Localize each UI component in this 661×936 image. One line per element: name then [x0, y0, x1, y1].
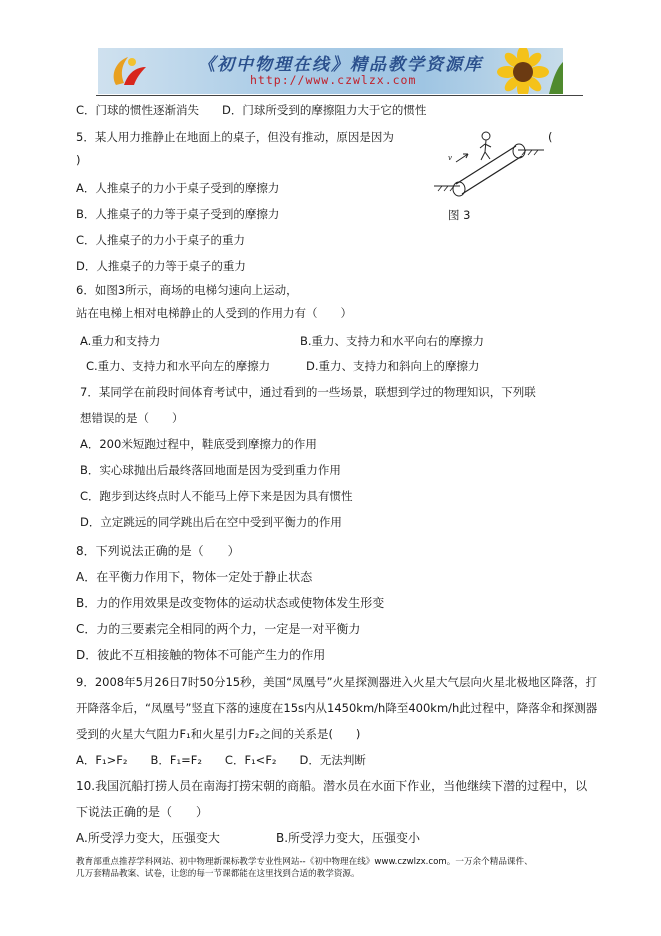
q8-option-d: D．彼此不互相接触的物体不可能产生力的作用 [76, 648, 326, 662]
q10-stem-line2: 下说法正确的是（ ） [76, 805, 209, 819]
q10-option-a: A.所受浮力变大，压强变大 [76, 831, 220, 845]
q10-option-b: B.所受浮力变大，压强变小 [276, 831, 421, 845]
footer-line-2: 几万套精品教案、试卷，让您的每一节课都能在这里找到合适的教学资源。 [76, 869, 360, 879]
header-rule [96, 95, 583, 96]
header-banner [98, 48, 563, 94]
q6-option-d: D.重力、支持力和斜向上的摩擦力 [306, 359, 480, 373]
page-footer [76, 856, 596, 880]
q5-stem: 5．某人用力推静止在地面上的桌子，但没有推动，原因是因为 [76, 130, 394, 144]
q7-stem-line2: 想错误的是（ ） [80, 411, 184, 425]
q8-stem: 8．下列说法正确的是（ ） [76, 544, 240, 558]
q6-stem-line2: 站在电梯上相对电梯静止的人受到的作用力有（ ） [76, 306, 352, 320]
q5-option-b: B．人推桌子的力等于桌子受到的摩擦力 [76, 207, 280, 221]
escalator-figure [434, 128, 544, 200]
banner-title: 《初中物理在线》精品教学资源库 [198, 55, 483, 75]
q5-paren-close: ) [76, 153, 81, 167]
q9-stem-line2: 开降落伞后，“凤凰号”竖直下落的速度在15s内从1450km/h降至400km/h此过程中，降落伞和探测器 [76, 701, 598, 715]
sunflower-icon [483, 48, 563, 94]
q4-option-cd: C．门球的惯性逐渐消失 D．门球所受到的摩擦阻力大于它的惯性 [76, 103, 427, 117]
footer-line-1: 教育部重点推荐学科网站、初中物理新课标教学专业性网站--《初中物理在线》www.czwlzx.com。一万余个精品课件、 [76, 857, 533, 867]
q5-option-a: A．人推桌子的力小于桌子受到的摩擦力 [76, 181, 280, 195]
q6-option-a: A.重力和支持力 [80, 334, 161, 348]
banner-url: http://www.czwlzx.com [250, 73, 417, 87]
q5-paren-open: ( [548, 130, 553, 144]
q7-option-b: B．实心球抛出后最终落回地面是因为受到重力作用 [80, 463, 341, 477]
site-logo-icon [106, 53, 150, 89]
q9-stem-line1: 9．2008年5月26日7时50分15秒，美国“凤凰号”火星探测器进入火星大气层向火星北极地区降落，打 [76, 675, 598, 689]
q5-option-c: C．人推桌子的力小于桌子的重力 [76, 233, 246, 247]
q9-options: A．F₁>F₂ B．F₁=F₂ C．F₁<F₂ D．无法判断 [76, 753, 366, 767]
q5-option-d: D．人推桌子的力等于桌子的重力 [76, 259, 246, 273]
svg-text:v: v [448, 154, 452, 162]
figure-caption: 图 3 [448, 208, 471, 222]
q7-option-a: A．200米短跑过程中，鞋底受到摩擦力的作用 [80, 437, 317, 451]
q8-option-a: A．在平衡力作用下，物体一定处于静止状态 [76, 570, 313, 584]
q9-stem-line3: 受到的火星大气阻力F₁和火星引力F₂之间的关系是( ) [76, 727, 361, 741]
q6-option-b: B.重力、支持力和水平向右的摩擦力 [300, 334, 485, 348]
q8-option-b: B．力的作用效果是改变物体的运动状态或使物体发生形变 [76, 596, 385, 610]
q6-stem-line1: 6．如图3所示，商场的电梯匀速向上运动， [76, 283, 298, 297]
q10-stem-line1: 10.我国沉船打捞人员在南海打捞宋朝的商船。潜水员在水面下作业，当他继续下潜的过程中，以 [76, 779, 588, 793]
q7-option-d: D．立定跳远的同学跳出后在空中受到平衡力的作用 [80, 515, 342, 529]
q8-option-c: C．力的三要素完全相同的两个力，一定是一对平衡力 [76, 622, 361, 636]
q7-stem-line1: 7．某同学在前段时间体育考试中，通过看到的一些场景，联想到学过的物理知识，下列联 [80, 385, 536, 399]
q6-option-c: C.重力、支持力和水平向左的摩擦力 [86, 359, 271, 373]
q7-option-c: C．跑步到达终点时人不能马上停下来是因为具有惯性 [80, 489, 353, 503]
